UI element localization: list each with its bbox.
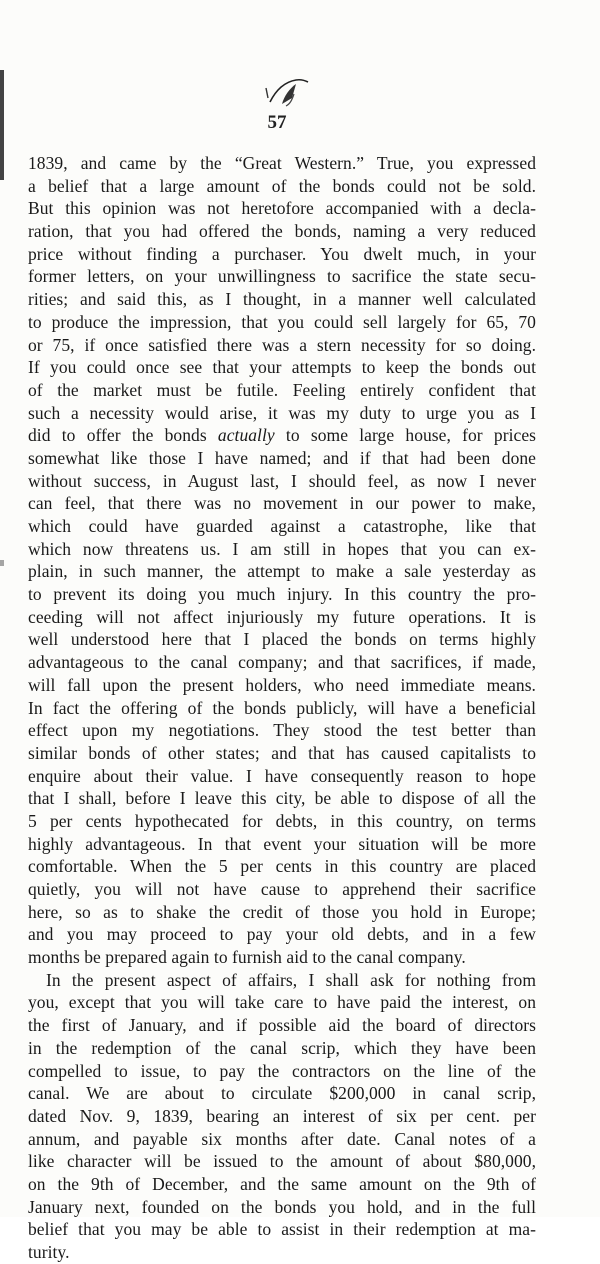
- text-line: In the present aspect of affairs, I shall ask for nothing from: [46, 969, 536, 990]
- text-line: 1839, and came by the “Great Western.” True, you expressed: [28, 153, 536, 173]
- text-line: or 75, if once satisfied there was a stern necessity for so doing.: [28, 334, 536, 355]
- text-line: highly advantageous. In that event your situation will be more: [28, 833, 536, 854]
- text-line: turity.: [28, 1242, 70, 1262]
- text-line: rities; and said this, as I thought, in a manner well calculated: [28, 289, 536, 310]
- body-text: [28, 152, 536, 1264]
- text-line: such a necessity would arise, it was my duty to urge you as I: [28, 402, 536, 423]
- text-line: you, except that you will take care to have paid the interest, on: [28, 992, 536, 1013]
- binding-edge: [0, 70, 4, 180]
- text-line: like character will be issued to the amount of about $80,000,: [28, 1151, 536, 1172]
- text-line: comfortable. When the 5 per cents in this country are placed: [28, 856, 536, 877]
- pen-flourish-icon: [262, 76, 312, 110]
- text-line: to produce the impression, that you could sell largely for 65, 70: [28, 311, 536, 332]
- text-line: similar bonds of other states; and that has caused capitalists to: [28, 742, 536, 763]
- text-line: and you may proceed to pay your old debts, and in a few: [28, 924, 536, 945]
- text-line: will fall upon the present holders, who need immediate means.: [28, 674, 536, 695]
- text-line: that I shall, before I leave this city, be able to dispose of all the: [28, 788, 536, 809]
- text-line: which could have guarded against a catastrophe, like that: [28, 516, 536, 536]
- text-line: dated Nov. 9, 1839, bearing an interest of six per cent. per: [28, 1105, 536, 1126]
- text-line: belief that you may be able to assist in their redemption at ma-: [28, 1219, 536, 1240]
- text-line: If you could once see that your attempts to keep the bonds out: [28, 357, 536, 378]
- text-line: months be prepared again to furnish aid to the canal company.: [28, 947, 466, 968]
- text-line: in the redemption of the canal scrip, which they have been: [28, 1037, 536, 1058]
- text-line: former letters, on your unwillingness to sacrifice the state secu-: [28, 266, 536, 287]
- text-line: compelled to issue, to pay the contractors on the line of the: [28, 1060, 536, 1081]
- text-line: quietly, you will not have cause to apprehend their sacrifice: [28, 879, 536, 899]
- text-line: But this opinion was not heretofore accompanied with a decla-: [28, 198, 536, 219]
- text-line: advantageous to the canal company; and that sacrifices, if made,: [28, 652, 536, 673]
- text-line: of the market must be futile. Feeling entirely confident that: [28, 379, 536, 400]
- text-line: ration, that you had offered the bonds, naming a very reduced: [28, 221, 536, 242]
- text-line: can feel, that there was no movement in our power to make,: [28, 493, 536, 514]
- text-line: well understood here that I placed the bonds on terms highly: [28, 629, 536, 650]
- text-line: did to offer the bonds actually to some large house, for prices: [28, 425, 537, 446]
- text-line: price without finding a purchaser. You dwelt much, in your: [28, 243, 536, 264]
- text-line: ceeding will not affect injuriously my future operations. It is: [28, 606, 536, 627]
- text-line: somewhat like those I have named; and if that had been done: [28, 447, 536, 468]
- text-line: 5 per cents hypothecated for debts, in this country, on terms: [28, 810, 536, 831]
- page-number: 57: [267, 112, 287, 133]
- text-line: canal. We are about to circulate $200,000 in canal scrip,: [28, 1083, 536, 1104]
- text-line: In fact the offering of the bonds publicly, will have a beneficial: [28, 697, 536, 718]
- text-line: plain, in such manner, the attempt to make a sale yesterday as: [28, 561, 536, 582]
- text-line: effect upon my negotiations. They stood the test better than: [28, 720, 536, 741]
- text-line: on the 9th of December, and the same amount on the 9th of: [28, 1173, 536, 1194]
- text-line: a belief that a large amount of the bonds could not be sold.: [28, 175, 536, 196]
- text-line: the first of January, and if possible aid the board of directors: [28, 1015, 536, 1036]
- binding-mark: [0, 560, 4, 566]
- text-line: enquire about their value. I have consequently reason to hope: [28, 765, 536, 786]
- text-line: to prevent its doing you much injury. In this country the pro-: [28, 584, 536, 605]
- text-line: which now threatens us. I am still in hopes that you can ex-: [28, 538, 536, 559]
- text-line: January next, founded on the bonds you hold, and in the full: [28, 1196, 536, 1217]
- text-line: without success, in August last, I should feel, as now I never: [28, 470, 536, 491]
- text-line: annum, and payable six months after date. Canal notes of a: [28, 1128, 536, 1149]
- text-line: here, so as to shake the credit of those you hold in Europe;: [28, 901, 536, 922]
